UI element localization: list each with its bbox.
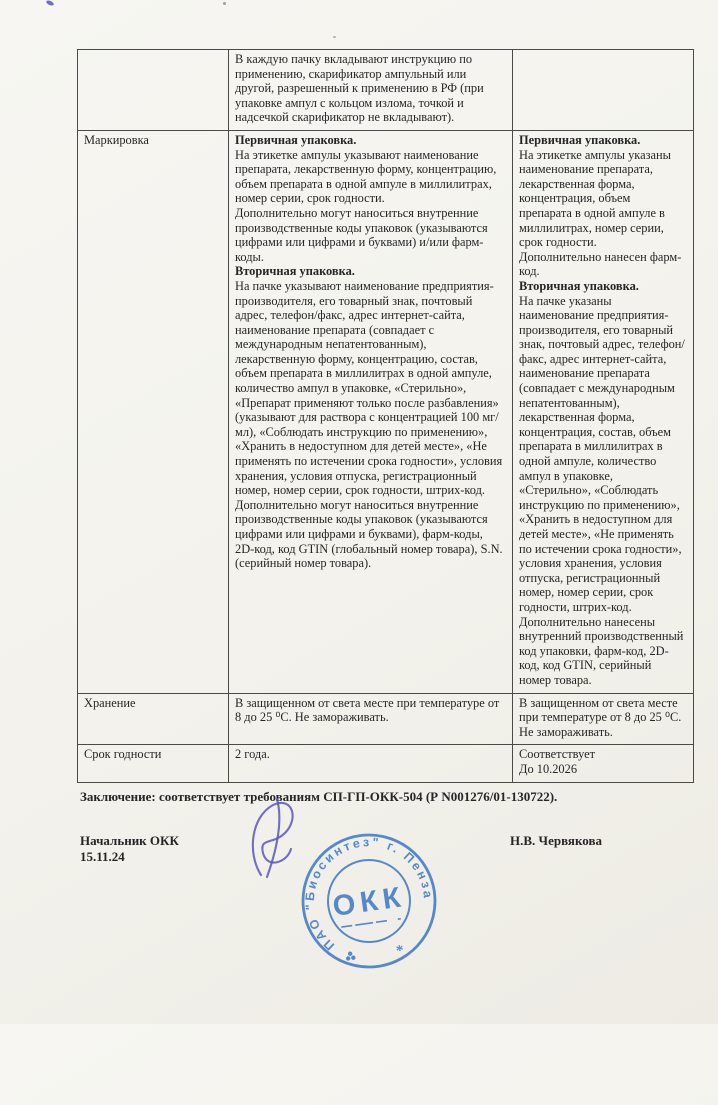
table-row-marking — [78, 130, 694, 693]
document-date: 15.11.24 — [80, 848, 125, 864]
cell-storage-label — [78, 693, 229, 745]
row-label: Срок годности — [84, 747, 162, 762]
primary-packaging-result-text: На этикетке ампулы указаны наименование препарата, лекарственная форма, концентрация, объем препарата в одной ампуле в миллилитрах, номер серии, срок годности. — [519, 147, 671, 250]
row-label: Маркировка — [84, 132, 149, 147]
cell-marking-result — [513, 130, 694, 693]
okk-stamp — [281, 813, 457, 989]
secondary-packaging-result-text: На пачке указаны наименование предприятия-производителя, его товарный знак, почтовый адрес, телефон/факс, адрес интернет-сайта, наименование препарата (совпадает с международным непатентованным), лекарственная форма, концентрация, состав, объем препарата в миллилитрах в одной ампуле, количество ампул в упаковке, «Стерильно», «Соблюдать инструкцию по применению», «Хранить в недоступном для детей месте», «Не применять по истечении срока годности», условия хранения, условия отпуска, регистрационный номер, номер серии, срок годности, штрих-код. — [519, 293, 685, 614]
secondary-packaging-codes-result: Дополнительно нанесены внутренний производственный код упаковки, фарм-код, 2D-код, код GTIN, серийный номер товара. — [519, 614, 684, 687]
primary-packaging-heading: Первичная упаковка. — [519, 132, 641, 147]
secondary-packaging-text: На пачке указывают наименование предприятия-производителя, его товарный знак, почтовый адрес, телефон/факс, адрес интернет-сайта, наименование препарата (совпадает с международным непатентованным), лекарственную форму, концентрацию, состав, объем препарата в миллилитрах в одной ампуле, количество ампул в упаковке, «Стерильно», «Препарат применяют только после разбавления» (указывают для раствора с концентрацией 100 мг/мл), «Соблюдать инструкцию по применению», «Хранить в недоступном для детей месте», «Не применять по истечении срока годности», условия хранения, условия отпуска, регистрационный номер, номер серии, срок годности, штрих-код. — [235, 278, 503, 498]
cell-shelf-life-result — [513, 745, 694, 782]
storage-requirement-text: В защищенном от света месте при температуре от 8 до 25 ⁰С. Не замораживать. — [235, 695, 500, 725]
row-label: Хранение — [84, 695, 136, 710]
signature-section — [77, 805, 693, 1105]
shelf-life-result-line2: До 10.2026 — [519, 761, 578, 776]
shelf-life-result-line1: Соответствует — [519, 747, 596, 762]
secondary-packaging-heading: Вторичная упаковка. — [235, 264, 355, 279]
primary-packaging-heading: Первичная упаковка. — [235, 132, 357, 147]
stamp-trefoil-icon — [345, 950, 356, 960]
storage-result-text: В защищенном от света месте при температуре от 8 до 25 ⁰С. Не замораживать. — [519, 695, 682, 739]
approver-name: Н.В. Червякова — [510, 832, 602, 848]
cell-storage-result — [513, 693, 694, 745]
packaging-insert-text: В каждую пачку вкладывают инструкцию по применению, скарификатор ампульный или другой, разрешенный к применению в РФ (при упаковке ампул с кольцом излома, точкой и надсечкой скарификатор не вкладывают). — [235, 52, 484, 125]
cell-shelf-life-label — [78, 745, 229, 782]
primary-packaging-codes-result: Дополнительно нанесен фарм-код. — [519, 249, 682, 279]
conclusion-statement: Заключение: соответствует требованиям СП-ГП-ОКК-504 (Р N001276/01-130722). — [80, 788, 558, 804]
stamp-center-text: ОКК — [330, 880, 408, 923]
table-row-packaging-continued — [78, 50, 694, 131]
primary-packaging-text: На этикетке ампулы указывают наименование препарата, лекарственную форму, концентрацию, объем препарата в одной ампуле в миллилитрах, номер серии, срок годности. — [235, 147, 497, 206]
secondary-packaging-codes-text: Дополнительно могут наноситься внутренние производственные коды упаковок (указываются цифрами или цифрами и буквами), фарм-коды, 2D-код, код GTIN (глобальный номер товара), S.N. (серийный номер товара). — [235, 497, 503, 571]
scan-speck — [333, 36, 336, 38]
stamp-ring-text: ПАО "Биосинтез" г. Пенза — [302, 834, 436, 953]
scan-speck — [223, 2, 226, 5]
cell-marking-requirement — [229, 130, 513, 693]
primary-packaging-codes-text: Дополнительно могут наноситься внутренние производственные коды упаковок (указываются цифрами или цифрами и буквами) и/или фарм-коды. — [235, 205, 488, 264]
table-row-storage — [78, 693, 694, 745]
official-position: Начальник ОКК — [80, 832, 179, 848]
cell-shelf-life-requirement — [229, 745, 513, 782]
cell-storage-requirement — [229, 693, 513, 745]
cell-marking-label — [78, 130, 229, 693]
cell-empty-label — [78, 50, 229, 131]
specification-table — [77, 49, 694, 783]
table-row-shelf-life — [78, 745, 694, 782]
secondary-packaging-heading: Вторичная упаковка. — [519, 278, 639, 293]
cell-empty-result — [513, 50, 694, 131]
stamp-star-glyph: * — [395, 942, 405, 960]
official-title-block — [80, 833, 179, 865]
cell-packaging-requirement — [229, 50, 513, 131]
shelf-life-value: 2 года. — [235, 747, 270, 762]
